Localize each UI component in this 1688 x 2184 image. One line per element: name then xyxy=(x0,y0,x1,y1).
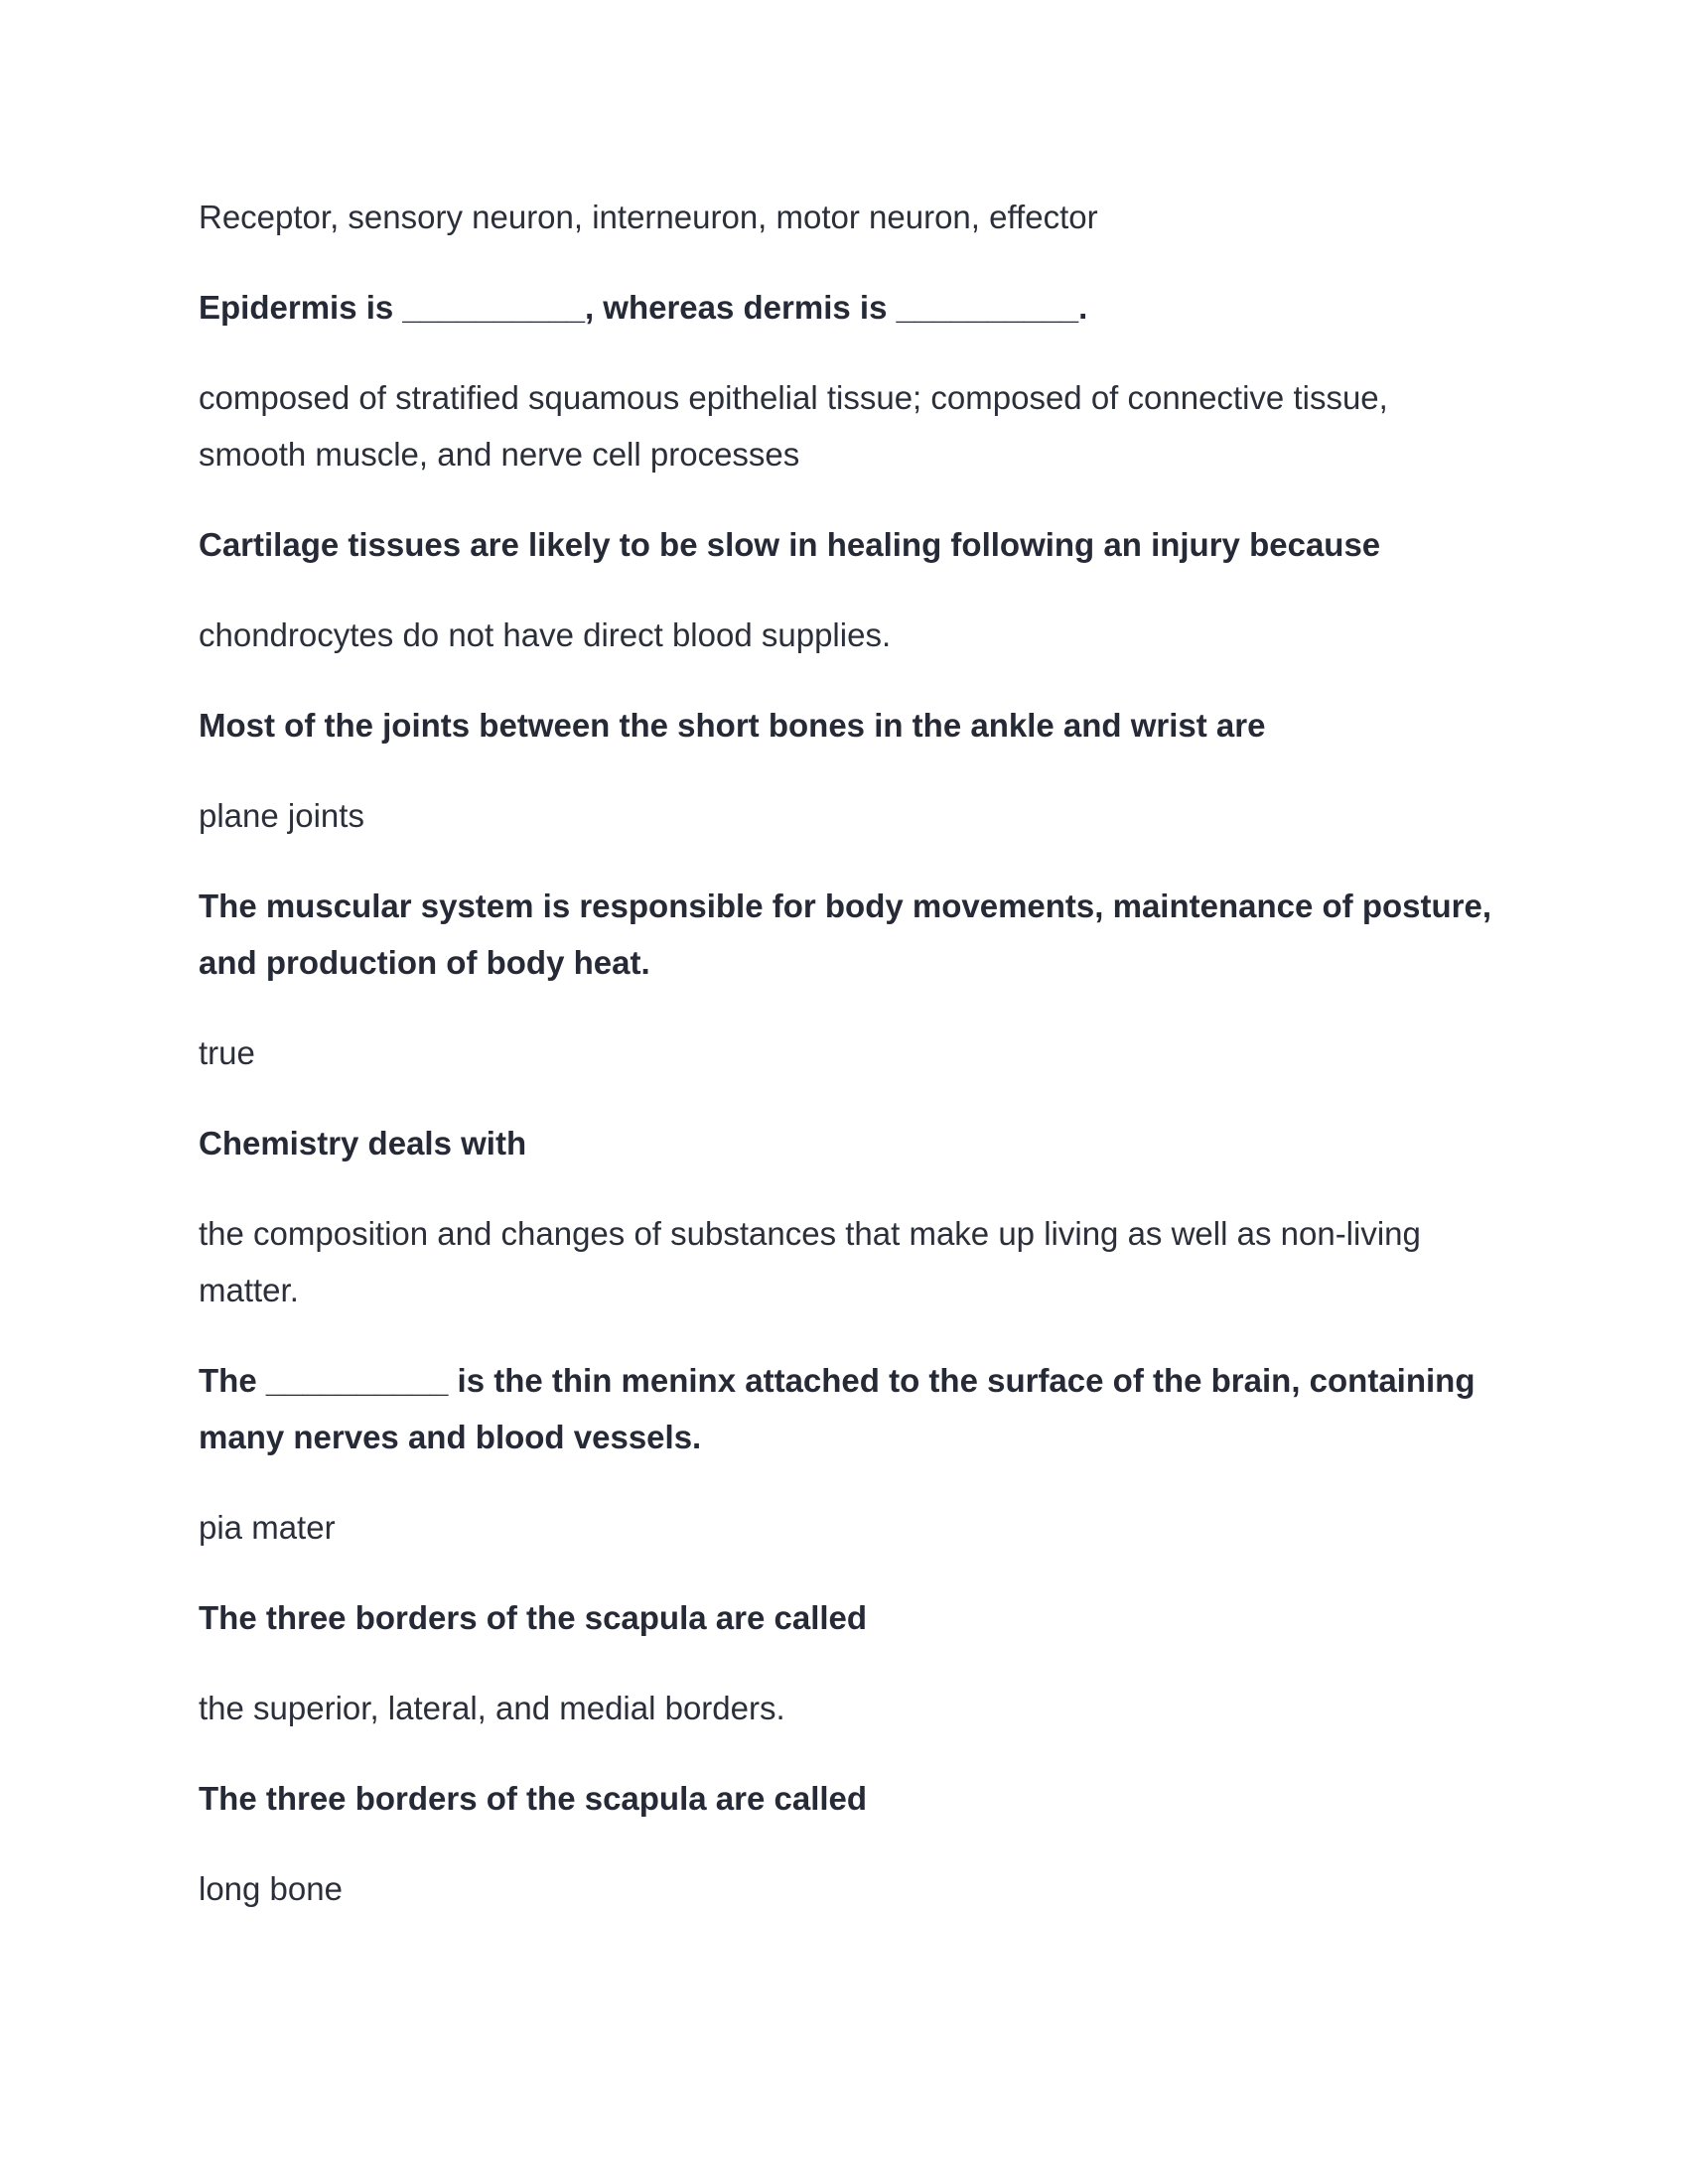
question-text: Most of the joints between the short bones in the ankle and wrist are xyxy=(199,707,1266,744)
question-text: The __________ is the thin meninx attached to the surface of the brain, containing many nerves and blood vessels. xyxy=(199,1362,1476,1455)
answer-text: the composition and changes of substances that make up living as well as non-living matter. xyxy=(199,1215,1421,1308)
answer-text: composed of stratified squamous epithelial tissue; composed of connective tissue, smooth muscle, and nerve cell processes xyxy=(199,379,1388,473)
question-text: Chemistry deals with xyxy=(199,1125,527,1161)
answer-text: the superior, lateral, and medial borders. xyxy=(199,1690,785,1726)
question-text: The three borders of the scapula are called xyxy=(199,1780,868,1817)
question-text: The three borders of the scapula are called xyxy=(199,1599,868,1636)
answer-text: pia mater xyxy=(199,1509,336,1546)
question-text: The muscular system is responsible for body movements, maintenance of posture, and production of body heat. xyxy=(199,887,1492,981)
answer-text: Receptor, sensory neuron, interneuron, motor neuron, effector xyxy=(199,199,1098,235)
answer-text: true xyxy=(199,1034,255,1071)
document-page xyxy=(199,189,1499,1917)
answer-text: long bone xyxy=(199,1870,343,1907)
question-text: Cartilage tissues are likely to be slow in healing following an injury because xyxy=(199,526,1381,563)
answer-text: plane joints xyxy=(199,797,364,834)
question-text: Epidermis is __________, whereas dermis is __________. xyxy=(199,289,1088,326)
answer-text: chondrocytes do not have direct blood supplies. xyxy=(199,616,892,653)
